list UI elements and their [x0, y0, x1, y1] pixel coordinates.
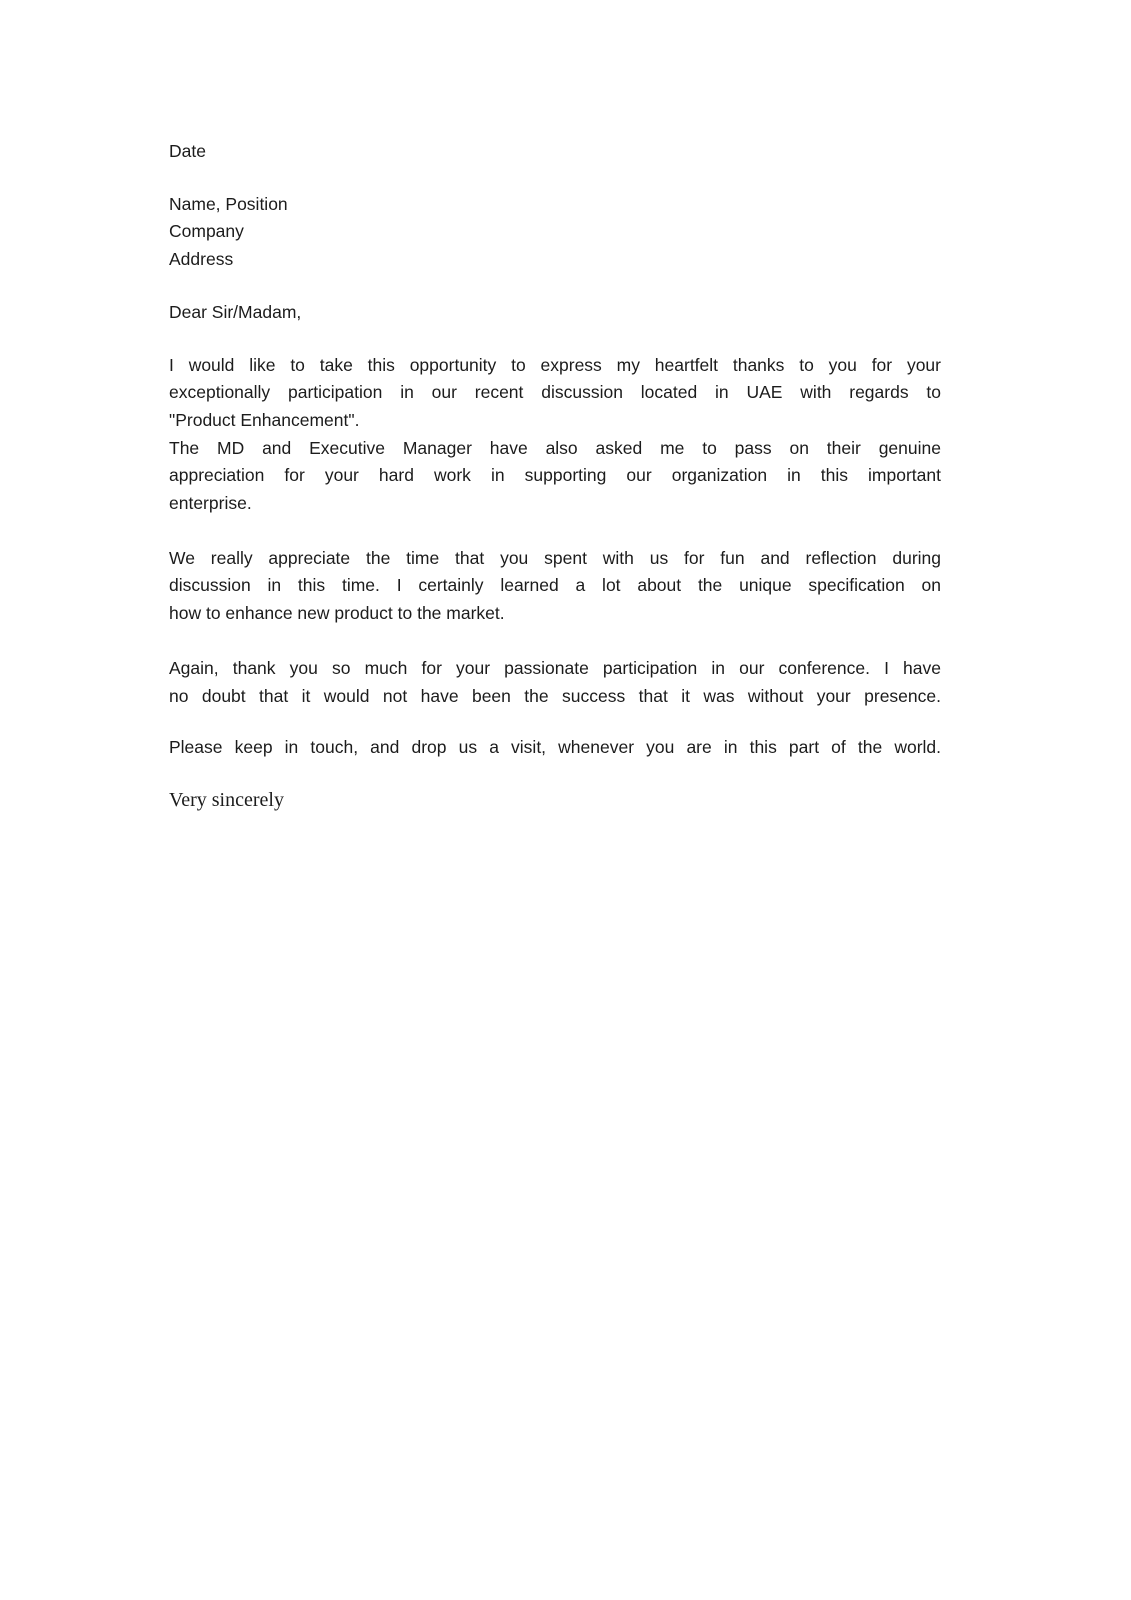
- body-paragraph-3: [169, 655, 941, 710]
- spacer: [169, 166, 941, 191]
- body-line: no doubt that it would not have been the success that it was without your presence.: [169, 685, 941, 706]
- body-paragraph-1: [169, 352, 941, 518]
- body-paragraph-2: [169, 545, 941, 628]
- recipient-company: Company: [169, 221, 244, 242]
- body-line: discussion in this time. I certainly learned a lot about the unique specification on: [169, 575, 941, 596]
- body-line: Again, thank you so much for your passionate participation in our conference. I have: [169, 657, 941, 678]
- date-placeholder: Date: [169, 141, 206, 161]
- recipient-address: Address: [169, 249, 234, 270]
- body-line: "Product Enhancement".: [169, 409, 360, 430]
- recipient-block: [169, 191, 941, 274]
- spacer: [169, 762, 941, 787]
- spacer: [169, 274, 941, 299]
- body-line: appreciation for your hard work in supporting our organization in this important: [169, 465, 941, 486]
- body-paragraph-4: [169, 734, 941, 762]
- body-line: The MD and Executive Manager have also asked me to pass on their genuine: [169, 437, 941, 458]
- closing-valediction: Very sincerely: [169, 788, 284, 811]
- body-line: how to enhance new product to the market.: [169, 603, 505, 624]
- spacer: [169, 327, 941, 352]
- salutation: Dear Sir/Madam,: [169, 301, 302, 322]
- body-line: We really appreciate the time that you spent with us for fun and reflection during: [169, 547, 941, 568]
- spacer: [169, 518, 941, 545]
- body-line: enterprise.: [169, 493, 252, 514]
- body-line: I would like to take this opportunity to express my heartfelt thanks to you for your: [169, 354, 941, 375]
- body-line: exceptionally participation in our recent discussion located in UAE with regards to: [169, 382, 941, 403]
- spacer: [169, 710, 941, 734]
- spacer: [169, 628, 941, 655]
- body-line: Please keep in touch, and drop us a visit, whenever you are in this part of the world.: [169, 737, 941, 758]
- recipient-name-position: Name, Position: [169, 193, 288, 214]
